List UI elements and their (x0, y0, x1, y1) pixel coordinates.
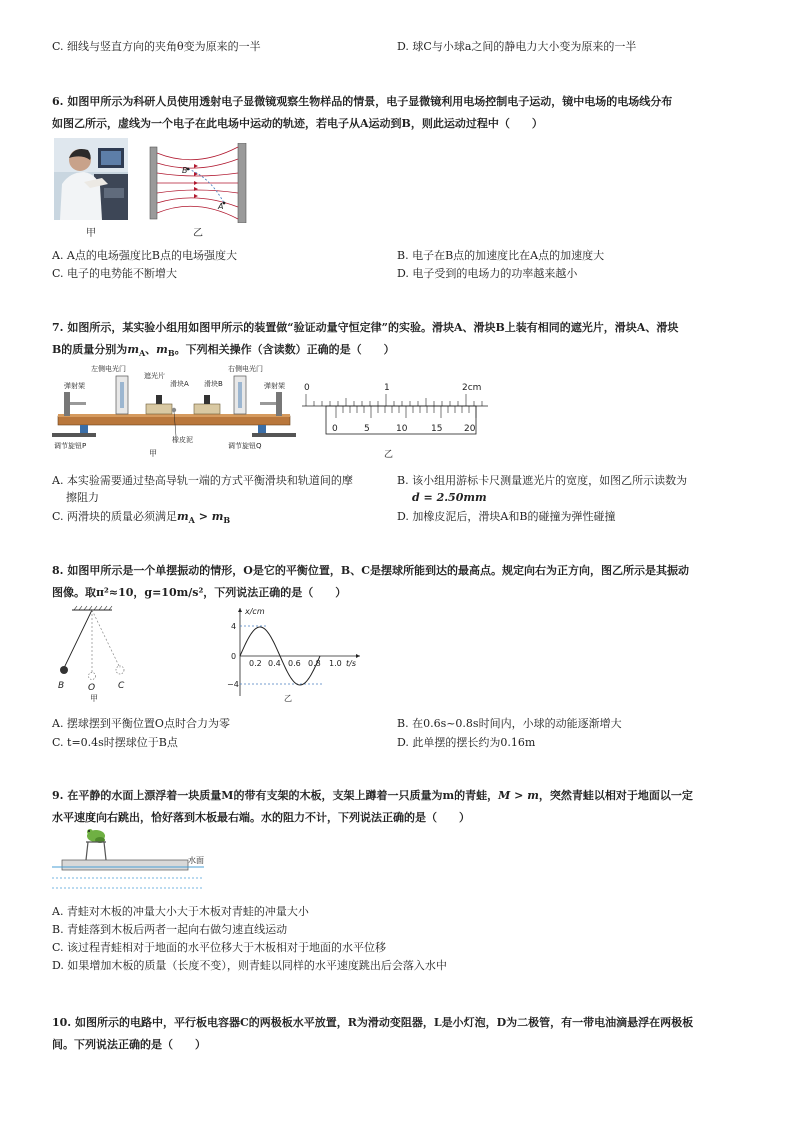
left-gate-label: 左侧电光门 (91, 365, 126, 373)
q7-option-a-line1: A. 本实验需要通过垫高导轨一端的方式平衡滑块和轨道间的摩 (52, 474, 353, 487)
main-scale-0: 0 (304, 383, 310, 393)
q6-option-c: C. 电子的电势能不断增大 (52, 267, 178, 280)
figure-7-jia-caption: 甲 (149, 449, 157, 458)
question-9-line1: 9. 在平静的水面上漂浮着一块质量M的带有支架的木板，支架上蹲着一只质量为m的青蛙，M > m，突然青蛙以相对于地面以一定 (52, 789, 693, 802)
vibration-graph (226, 604, 366, 704)
point-b-label: B (182, 166, 188, 175)
mass-a: m (127, 343, 139, 356)
point-a-label: A (218, 202, 224, 211)
water-surface-label: 水面 (188, 856, 204, 865)
question-6-line1: 6. 如图甲所示为科研人员使用透射电子显微镜观察生物样品的情景，电子显微镜利用电场控制电子运动，镜中电场的电场线分布 (52, 95, 673, 108)
option-d-prev: D. 球C与小球a之间的静电力大小变为原来的一半 (397, 40, 637, 53)
x-axis-label: t/s (346, 659, 356, 668)
question-7-line1: 7. 如图所示，某实验小组用如图甲所示的装置做“验证动量守恒定律”的实验。滑块A、滑块B上装有相同的遮光片，滑块A、滑块 (52, 321, 679, 334)
left-launcher-label: 弹射架 (64, 382, 85, 390)
shade-label: 遮光片 (144, 372, 165, 380)
slider-a-label: 滑块A (170, 380, 189, 388)
vernier-5: 5 (364, 424, 370, 434)
field-lines-figure (148, 143, 248, 223)
figure-6-yi-caption: 乙 (193, 228, 203, 239)
question-9 (52, 785, 762, 829)
point-c: C (118, 681, 125, 691)
frog-board-figure (52, 826, 212, 896)
pendulum-figure (52, 604, 142, 702)
q9-option-a: A. 青蛙对木板的冲量大小大于木板对青蛙的冲量大小 (52, 905, 309, 918)
x-tick-0.2: 0.2 (249, 659, 262, 668)
q9-option-b: B. 青蛙落到木板后两者一起向右做匀速直线运动 (52, 923, 288, 936)
vernier-15: 15 (431, 424, 443, 434)
figure-7-yi-caption: 乙 (384, 450, 394, 460)
q6-option-d: D. 电子受到的电场力的功率越来越小 (397, 267, 578, 280)
question-8-line2: 图像。取π²≈10，g=10m/s²，下列说法正确的是（ ） (52, 586, 347, 599)
q9-option-c: C. 该过程青蛙相对于地面的水平位移大于木板相对于地面的水平位移 (52, 941, 387, 954)
q8-option-b: B. 在0.6s~0.8s时间内，小球的动能逐渐增大 (397, 717, 622, 730)
vernier-0: 0 (332, 424, 338, 434)
vernier-10: 10 (396, 424, 408, 434)
question-6-line2: 如图乙所示，虚线为一个电子在此电场中运动的轨迹，若电子从A运动到B，则此运动过程中（ ） (52, 117, 543, 130)
right-launcher-label: 弹射架 (264, 382, 285, 390)
question-10-line1: 10. 如图所示的电路中，平行板电容器C的两极板水平放置，R为滑动变阻器，L是小灯泡，D为二极管，有一带电油滴悬浮在两极板 (52, 1016, 694, 1029)
y-tick-0: 0 (231, 652, 237, 661)
figure-8-yi-caption: 乙 (284, 694, 292, 703)
point-o: O (88, 683, 96, 693)
x-tick-0.8: 0.8 (308, 659, 321, 668)
vernier-20: 20 (464, 424, 476, 434)
q7-option-d: D. 加橡皮泥后，滑块A和B的碰撞为弹性碰撞 (397, 510, 616, 523)
main-scale-2: 2cm (462, 383, 482, 393)
q8-option-c: C. t=0.4s时摆球位于B点 (52, 736, 178, 749)
x-tick-0.4: 0.4 (268, 659, 281, 668)
question-9-line2: 水平速度向右跳出，恰好落到木板最右端。水的阻力不计，下列说法正确的是（ ） (52, 811, 470, 824)
point-b: B (58, 681, 65, 691)
question-8-line1: 8. 如图甲所示是一个单摆振动的情形，O是它的平衡位置，B、C是摆球所能到达的最高点。规定向右为正方向，图乙所示是其振动 (52, 564, 689, 577)
putty-label: 橡皮泥 (172, 436, 193, 444)
question-7-line2: B的质量分别为$m_A$、$m_B$。下列相关操作（含读数）正确的是（ ） (52, 343, 395, 359)
air-track-apparatus (52, 362, 297, 458)
q7-option-c: C. 两滑块的质量必须满足$m_A > m_B$ (52, 510, 231, 526)
right-gate-label: 右侧电光门 (228, 365, 263, 373)
mass-inequality: M > m (498, 789, 539, 802)
question-10-line2: 间。下列说法正确的是（ ） (52, 1038, 206, 1051)
figure-6-jia-caption: 甲 (86, 228, 96, 239)
question-10 (52, 1012, 762, 1056)
knob-p-label: 调节旋钮P (54, 442, 87, 450)
x-tick-0.6: 0.6 (288, 659, 301, 668)
question-7 (52, 317, 752, 364)
mass-b: m (156, 343, 168, 356)
q8-option-a: A. 摆球摆到平衡位置O点时合力为零 (52, 717, 230, 730)
option-c-prev: C. 细线与竖直方向的夹角θ变为原来的一半 (52, 40, 261, 53)
q7-option-b-line1: B. 该小组用游标卡尺测量遮光片的宽度，如图乙所示读数为 (397, 474, 688, 487)
question-8 (52, 560, 752, 604)
knob-q-label: 调节旋钮Q (228, 442, 262, 450)
q8-option-d: D. 此单摆的摆长约为0.16m (397, 736, 536, 749)
y-tick-4: 4 (231, 622, 237, 631)
q6-option-b: B. 电子在B点的加速度比在A点的加速度大 (397, 249, 605, 262)
scientist-photo (54, 138, 128, 220)
vernier-caliper (300, 380, 490, 460)
x-tick-1.0: 1.0 (329, 659, 342, 668)
question-6 (52, 91, 752, 135)
q9-option-d: D. 如果增加木板的质量（长度不变），则青蛙以同样的水平速度跳出后会落入水中 (52, 959, 447, 972)
slider-b-label: 滑块B (204, 380, 223, 388)
y-axis-label: x/cm (245, 607, 265, 616)
figure-8-jia-caption: 甲 (90, 694, 98, 702)
q6-option-a: A. A点的电场强度比B点的电场强度大 (52, 249, 237, 262)
q7-option-b-formula: d = 2.50mm (412, 491, 487, 504)
q7-option-a-line2: 擦阻力 (66, 491, 99, 504)
y-tick-neg4: −4 (227, 680, 239, 689)
main-scale-1: 1 (384, 383, 390, 393)
